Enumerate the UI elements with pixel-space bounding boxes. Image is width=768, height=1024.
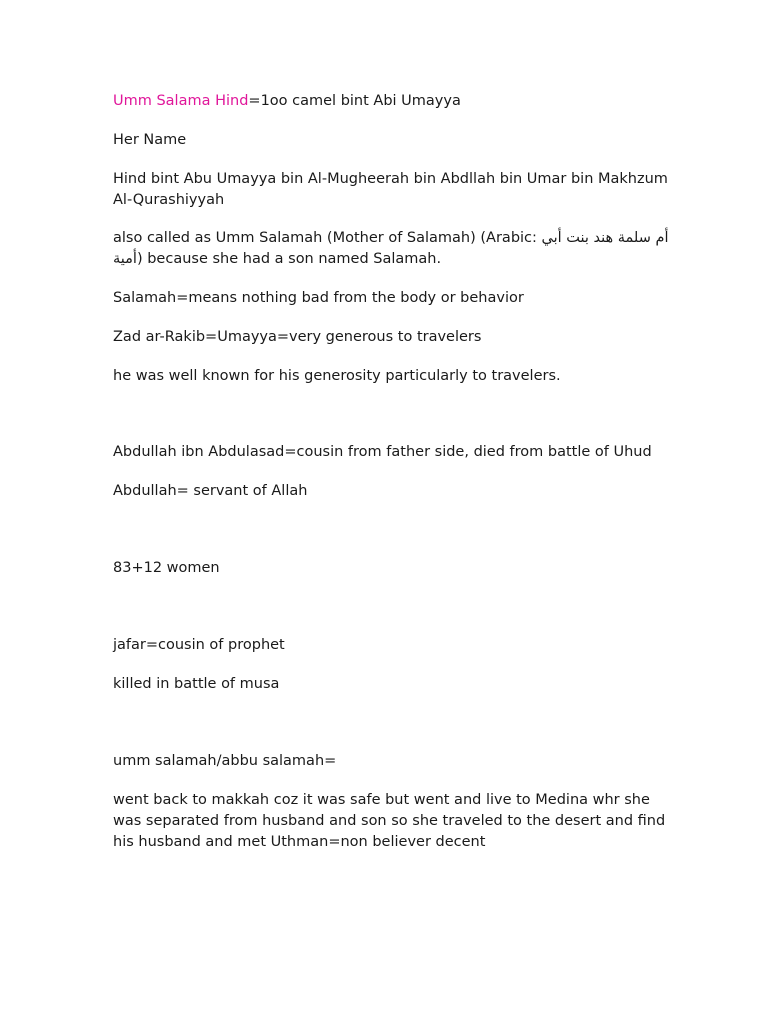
abdullah-meaning-line: Abdullah= servant of Allah [113,483,308,499]
arabic-name: أم سلمة هند بنت أبي أمية [113,230,669,267]
went-back-paragraph: went back to makkah coz it was safe but went and live to Medina whr she was separated from husband and son so she traveled to the desert and find his husband and met Uthman=non believer decent [113,792,666,850]
also-called-text-end: ) because she had a son named Salamah. [136,251,442,267]
salamah-meaning-line: Salamah=means nothing bad from the body or behavior [113,290,524,306]
zad-ar-rakib-line: Zad ar-Rakib=Umayya=very generous to travelers [113,329,482,345]
women-count-line: 83+12 women [113,560,220,576]
killed-battle-line: killed in battle of musa [113,676,280,692]
her-name-heading: Her Name [113,132,187,148]
jafar-line: jafar=cousin of prophet [113,637,285,653]
full-name-paragraph: Hind bint Abu Umayya bin Al-Mugheerah bin Abdllah bin Umar bin Makhzum Al-Qurashiyyah [113,171,668,208]
generosity-line: he was well known for his generosity particularly to travelers. [113,368,561,384]
also-called-paragraph [113,228,673,270]
abdullah-ibn-line: Abdullah ibn Abdulasad=cousin from father side, died from battle of Uhud [113,444,652,460]
title-rest: =1oo camel bint Abi Umayya [248,93,461,109]
also-called-text: also called as Umm Salamah (Mother of Salamah) (Arabic: [113,230,542,246]
umm-abbu-line: umm salamah/abbu salamah= [113,753,337,769]
title-line [113,91,673,112]
title-highlight: Umm Salama Hind [113,93,249,109]
